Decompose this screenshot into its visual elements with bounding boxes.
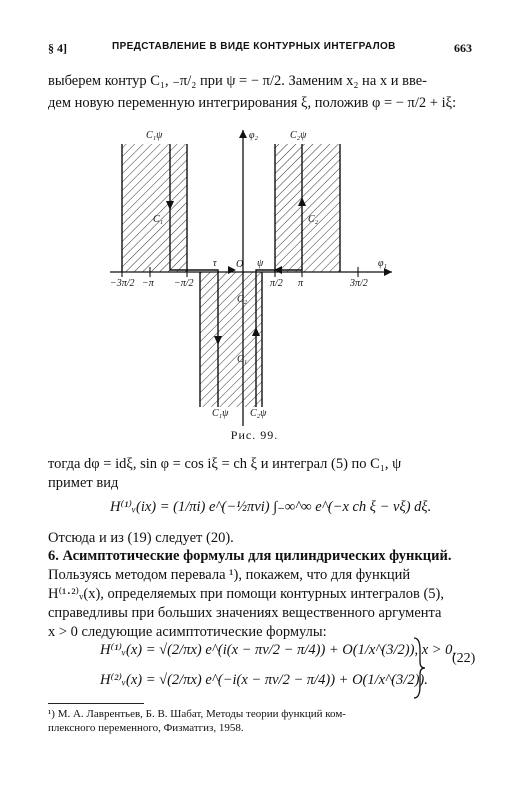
figure-caption: Рис. 99. (230, 428, 279, 442)
formula-brace (412, 636, 426, 700)
axis-label-phi1: φ₁ (378, 258, 388, 269)
contour-label: C₂ψ (250, 408, 267, 419)
intro-line-2: дем новую переменную интегрирования ξ, положив φ = − π/2 + iξ: (48, 95, 457, 111)
body-line: примет вид (48, 475, 119, 491)
tick-label: π/2 (270, 278, 283, 289)
footnote-line: ¹) М. А. Лаврентьев, Б. В. Шабат, Методы теории функций ком- (48, 708, 346, 720)
contour-label: C₂ (308, 214, 319, 225)
tick-label: 3π/2 (350, 278, 368, 289)
axis-label-phi2: φ₂ (249, 130, 259, 141)
body-line: тогда dφ = idξ, sin φ = cos iξ = ch ξ и интеграл (5) по C₁, ψ (48, 456, 402, 472)
body-line: Пользуясь методом перевала ¹), покажем, что для функций (48, 567, 411, 583)
footnote-line: плексного переменного, Физматгиз, 1958. (48, 722, 244, 734)
origin-label: O (236, 259, 244, 270)
running-header (48, 41, 472, 57)
footnote-rule (48, 703, 144, 704)
body-line: Отсюда и из (19) следует (20). (48, 530, 234, 546)
equation-number: (22) (452, 651, 476, 666)
intro-line-1: выберем контур C₁, ₋π/₂ при ψ = − π/2. Заменим x₂ на x и вве- (48, 73, 428, 89)
tick-label: −3π/2 (110, 278, 135, 289)
contour-label: C₂ψ (290, 130, 307, 141)
header-title: ПРЕДСТАВЛЕНИЕ В ВИДЕ КОНТУРНЫХ ИНТЕГРАЛОВ (112, 41, 396, 52)
tick-label: −π (142, 278, 154, 289)
body-line: справедливы при больших значениях вещественного аргумента (48, 605, 442, 621)
integral-formula: H⁽¹⁾ᵥ(ix) = (1/πi) e^(−½πvi) ∫₋∞^∞ e^(−x ch ξ − vξ) dξ. (110, 499, 432, 515)
hatched-region-left (122, 144, 187, 272)
tick-label: π (298, 278, 304, 289)
formula-h2: H⁽²⁾ᵥ(x) = √(2/πx) e^(−i(x − πv/2 − π/4)) + O(1/x^(3/2)). (100, 672, 428, 688)
contour-label: C₁ψ (212, 408, 229, 419)
section-heading: 6. Асимптотические формулы для цилиндрических функций. (48, 548, 452, 564)
hatched-region-right (275, 144, 340, 272)
body-line: H⁽¹·²⁾ᵥ(x), определяемых при помощи контурных интегралов (5), (48, 586, 444, 602)
contour-label: C₁ (237, 354, 248, 365)
contour-label: C₁ψ (146, 130, 163, 141)
contour-label: C₁ (153, 214, 164, 225)
body-line: x > 0 следующие асимптотические формулы: (48, 624, 327, 640)
tick-label: −π/2 (174, 278, 194, 289)
page-number: 663 (454, 41, 472, 55)
tau-label: τ (213, 258, 217, 269)
contour-figure (110, 126, 400, 426)
formula-h1: H⁽¹⁾ᵥ(x) = √(2/πx) e^(i(x − πv/2 − π/4)) + O(1/x^(3/2)), x > 0, (100, 642, 457, 658)
contour-label: C₂ (237, 294, 248, 305)
footnote (48, 707, 472, 735)
hatched-region-lower (200, 272, 262, 407)
psi-label: ψ (257, 258, 264, 269)
section-ref: § 4] (48, 41, 67, 55)
